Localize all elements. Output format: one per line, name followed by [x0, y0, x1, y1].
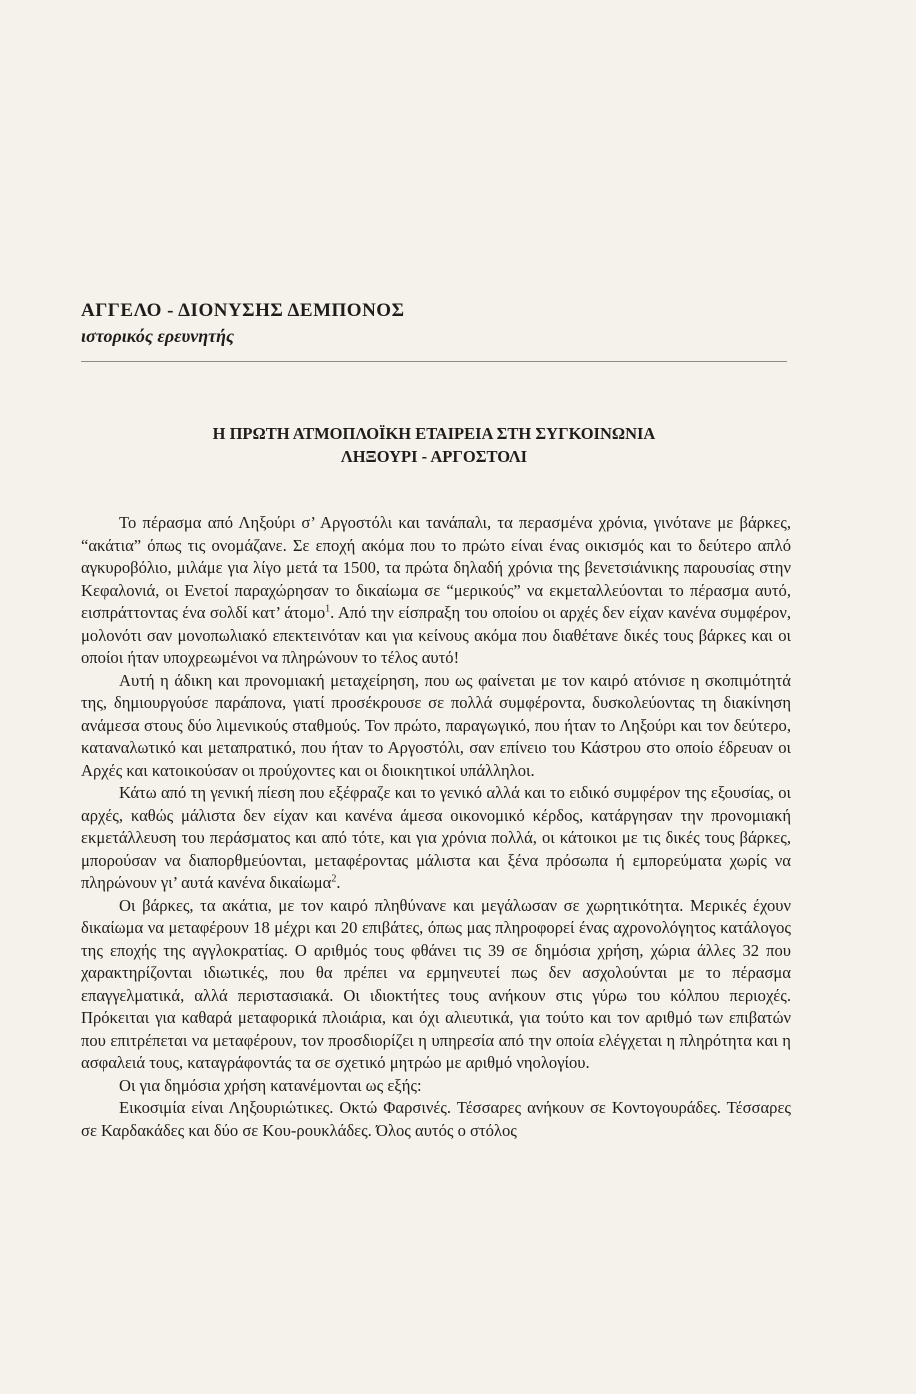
article-title-line-2: ΛΗΞΟΥΡΙ - ΑΡΓΟΣΤΟΛΙ [340, 447, 528, 466]
article-title-line-1: Η ΠΡΩΤΗ ΑΤΜΟΠΛΟΪΚΗ ΕΤΑΙΡΕΙΑ ΣΤΗ ΣΥΓΚΟΙΝΩΝΙΑ [212, 424, 656, 443]
article-body [81, 512, 791, 1142]
author-name: ΑΓΓΕΛΟ - ΔΙΟΝΥΣΗΣ ΔΕΜΠΟΝΟΣ [81, 300, 405, 321]
paragraph-6: Εικοσιμία είναι Ληξουριώτικες. Οκτώ Φαρσινές. Τέσσαρες ανήκουν σε Κοντογουράδες. Τέσσαρες σε Καρδακάδες και δύο σε Κου-ρουκλάδες. Όλος αυτός ο στόλος [81, 1098, 791, 1140]
article-title [81, 422, 787, 468]
paragraph-3 [81, 782, 791, 895]
paragraph-1 [81, 512, 791, 670]
footnote-ref-1: 1 [325, 603, 331, 615]
author-role: ιστορικός ερευνητής [81, 326, 235, 346]
author-block [81, 298, 781, 348]
paragraph-1-text-b: . Από την είσπραξη του οποίου οι αρχές δεν είχαν κανένα συμφέρον, μολονότι σαν μονοπωλιακό επεκτεινόταν και για κείνους ακόμα που διαθέτανε δικές τους βάρκες και οι οποίοι ήταν υποχρεωμένοι να πληρώνουν το τέλος αυτό! [81, 603, 791, 667]
paragraph-3-text-b: . [336, 873, 341, 892]
paragraph-3-text-a: Κάτω από τη γενική πίεση που εξέφραζε και το γενικό αλλά και το ειδικό συμφέρον της εξουσίας, οι αρχές, καθώς μάλιστα δεν είχαν και κανένα άμεσα οικονομικό κέρδος, κατάργησαν την προνομιακή εκμετάλλευση του περάσματος και από τότε, και για χρόνια πολλά, οι κάτοικοι με τις δικές τους βάρκες, μπορούσαν να διαπορθμεύονται, μεταφέροντας μάλιστα και ξένα πρόσωπα ή εμπορεύματα χωρίς να πληρώνουν γι’ αυτά κανένα δικαίωμα [81, 783, 791, 892]
divider-rule [81, 361, 787, 362]
footnote-ref-2: 2 [331, 873, 337, 885]
paragraph-2: Αυτή η άδικη και προνομιακή μεταχείρηση, που ως φαίνεται με τον καιρό ατόνισε η σκοπιμότητά της, δημιουργούσε παράπονα, γιατί προσέκρουσε σε πολλά συμφέροντα, δυσκολεύοντας τη διακίνηση ανάμεσα στους δύο λιμενικούς σταθμούς. Τον πρώτο, παραγωγικό, που ήταν το Ληξούρι και τον δεύτερο, καταναλωτικό και μεταπρατικό, που ήταν το Αργοστόλι, σαν επίνειο του Κάστρου στο οποίο έδρευαν οι Αρχές και κατοικούσαν οι προύχοντες και οι διοικητικοί υπάλληλοι. [81, 670, 791, 780]
paragraph-4: Οι βάρκες, τα ακάτια, με τον καιρό πληθύνανε και μεγάλωσαν σε χωρητικότητα. Μερικές έχουν δικαίωμα να μεταφέρουν 18 μέχρι και 20 επιβάτες, όπως μας πληροφορεί ένας αχρονολόγητος κατάλογος της εποχής της αγγλοκρατίας. Ο αριθμός τους φθάνει τις 39 σε δημόσια χρήση, χώρια άλλες 32 που χαρακτηρίζονται ιδιωτικές, που θα πρέπει να ερμηνευτεί πως δεν ασχολούνται με το πέρασμα επαγγελματικά, αλλά περιστασιακά. Οι ιδιοκτήτες τους ανήκουν στις γύρω του κόλπου περιοχές. Πρόκειται για καθαρά μεταφορικά πλοιάρια, και όχι αλιευτικά, για τούτο και τον αριθμό των επιβατών που επιτρέπεται να μεταφέρουν, τον προσδιορίζει η υπηρεσία από την οποία ελέγχεται η πληρότητα και η ασφαλειά τους, καταγράφοντάς τα σε σχετικό μητρώο με αριθμό νηολογίου. [81, 895, 791, 1072]
paragraph-1-text-a: Το πέρασμα από Ληξούρι σ’ Αργοστόλι και τανάπαλι, τα περασμένα χρόνια, γινότανε με βάρκες, “ακάτια” όπως τις ονομάζανε. Σε εποχή ακόμα που το πρώτο είναι ένας οικισμός και το δεύτερο απλό αγκυροβόλιο, μιλάμε για λίγο μετά τα 1500, τα πρώτα δηλαδή χρόνια της βενετσιάνικης παρουσίας στην Κεφαλονιά, οι Ενετοί παραχώρησαν το δικαίωμα σε “μερικούς” να εκμεταλλεύονται το πέρασμα αυτό, εισπράττοντας ένα σολδί κατ’ άτομο [81, 513, 791, 622]
paragraph-5: Οι για δημόσια χρήση κατανέμονται ως εξής: [119, 1075, 422, 1095]
